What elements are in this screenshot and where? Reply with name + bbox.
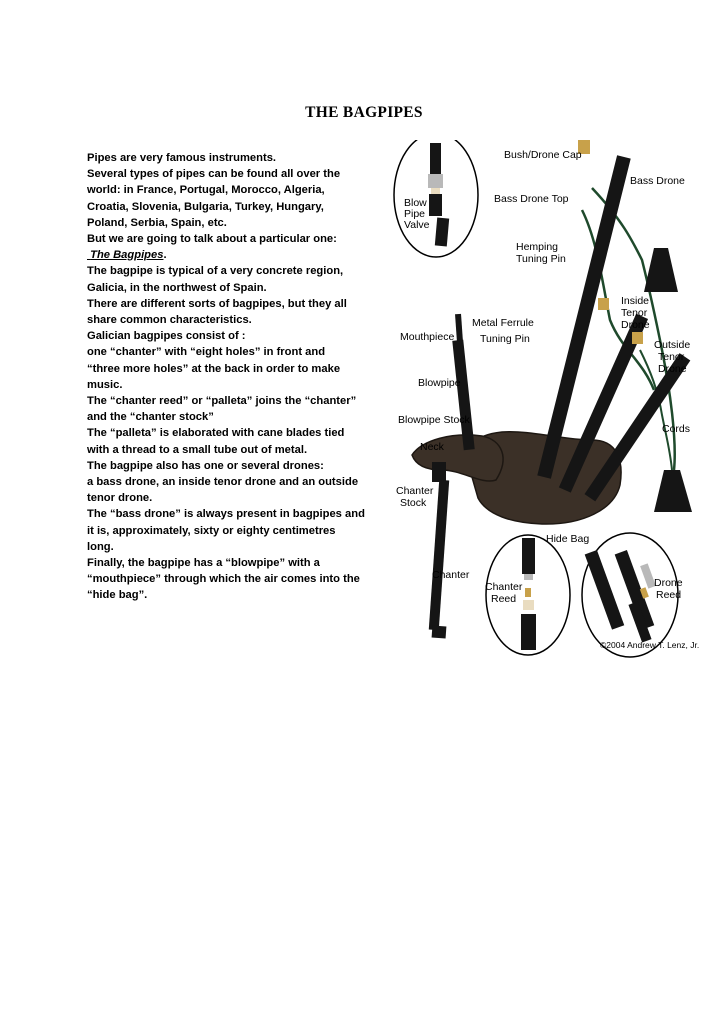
page-title: [0, 104, 728, 122]
body-text: [87, 150, 387, 604]
text-line: music.: [87, 378, 123, 391]
text-line: The “palleta” is elaborated with cane blades tied: [87, 427, 345, 440]
label-neck: Neck: [420, 441, 444, 453]
label-hemping: Hemping: [516, 241, 559, 253]
text-line: a bass drone, an inside tenor drone and an outside: [87, 476, 359, 489]
label-bass-drone: Bass Drone: [630, 175, 685, 187]
label-outside-tenor-drone: Outside: [654, 339, 691, 351]
text-line: one “chanter” with “eight holes” in front and: [87, 346, 326, 359]
text-line-bagpipes: The Bagpipes.: [87, 247, 387, 263]
label-drone-reed: Drone: [654, 577, 683, 589]
text-line: Several types of pipes can be found all over the: [87, 168, 341, 181]
text-line: long.: [87, 540, 114, 553]
label-blow-pipe-valve: Blow: [404, 197, 427, 209]
text-line: But we are going to talk about a particular one:: [87, 233, 337, 246]
text-line: “mouthpiece” through which the air comes into the: [87, 573, 360, 586]
text-line: The bagpipe is typical of a very concrete region,: [87, 265, 344, 278]
text-line: Poland, Serbia, Spain, etc.: [87, 216, 227, 229]
text-line: “hide bag”.: [87, 589, 148, 602]
label-outside-tenor-drone: Drone: [658, 363, 687, 375]
label-blow-pipe-valve: Valve: [404, 219, 430, 231]
label-chanter-stock: Stock: [400, 497, 427, 509]
label-blowpipe: Blowpipe: [418, 377, 461, 389]
text-line: it is, approximately, sixty or eighty centimetres: [87, 524, 336, 537]
label-blowpipe-stock: Blowpipe Stock: [398, 414, 470, 426]
text-line: “three more holes” at the back in order to make: [87, 362, 341, 375]
text-line: There are different sorts of bagpipes, but they all: [87, 297, 347, 310]
text-line: The bagpipe also has one or several drones:: [87, 459, 324, 472]
text-line: tenor drone.: [87, 492, 153, 505]
label-cords: Cords: [662, 423, 691, 435]
label-outside-tenor-drone: Tenor: [658, 351, 685, 363]
text-line: The “chanter reed” or “palleta” joins the “chanter”: [87, 395, 357, 408]
label-hide-bag: Hide Bag: [546, 533, 590, 545]
text-line: Galicia, in the northwest of Spain.: [87, 281, 267, 294]
label-bass-drone-top: Bass Drone Top: [494, 193, 569, 205]
text-line: share common characteristics.: [87, 314, 252, 327]
label-metal-ferrule: Metal Ferrule: [472, 317, 534, 329]
label-chanter: Chanter: [432, 569, 470, 581]
label-mouthpiece: Mouthpiece: [400, 331, 455, 343]
label-chanter-stock: Chanter: [396, 485, 434, 497]
text-line: world: in France, Portugal, Morocco, Algeria,: [87, 184, 325, 197]
text-line: and the “chanter stock”: [87, 411, 214, 424]
label-tuning-pin: Tuning Pin: [480, 333, 530, 345]
text-line: with a thread to a small tube out of metal.: [87, 443, 308, 456]
label-hemping: Tuning Pin: [516, 253, 566, 265]
title-text: THE BAGPIPES: [305, 104, 423, 121]
label-blow-pipe-valve: Pipe: [404, 208, 426, 220]
label-drone-reed: Reed: [656, 589, 682, 601]
bagpipes-link-text: The Bagpipes: [90, 249, 164, 262]
label-inside-tenor-drone: Tenor: [621, 307, 648, 319]
text-line: Finally, the bagpipe has a “blowpipe” with a: [87, 557, 320, 570]
text-line: Pipes are very famous instruments.: [87, 152, 277, 164]
label-chanter-reed: Reed: [491, 593, 517, 605]
label-inside-tenor-drone: Inside: [621, 295, 650, 307]
bagpipe-diagram: [392, 140, 714, 660]
bass-drone: [537, 140, 630, 479]
text-line: The “bass drone” is always present in bagpipes and: [87, 508, 365, 521]
label-inside-tenor-drone: Drone: [621, 319, 650, 331]
tassel: [644, 248, 678, 292]
text-line: Galician bagpipes consist of :: [87, 330, 246, 343]
copyright-text: ©2004 Andrew T. Lenz, Jr.: [600, 640, 700, 650]
tassel: [654, 470, 692, 512]
label-chanter-reed: Chanter: [485, 581, 523, 593]
bagpipe-illustration: [392, 140, 714, 660]
label-bush-drone-cap: Bush/Drone Cap: [504, 149, 582, 161]
text-line: Croatia, Slovenia, Bulgaria, Turkey, Hungary,: [87, 200, 324, 213]
